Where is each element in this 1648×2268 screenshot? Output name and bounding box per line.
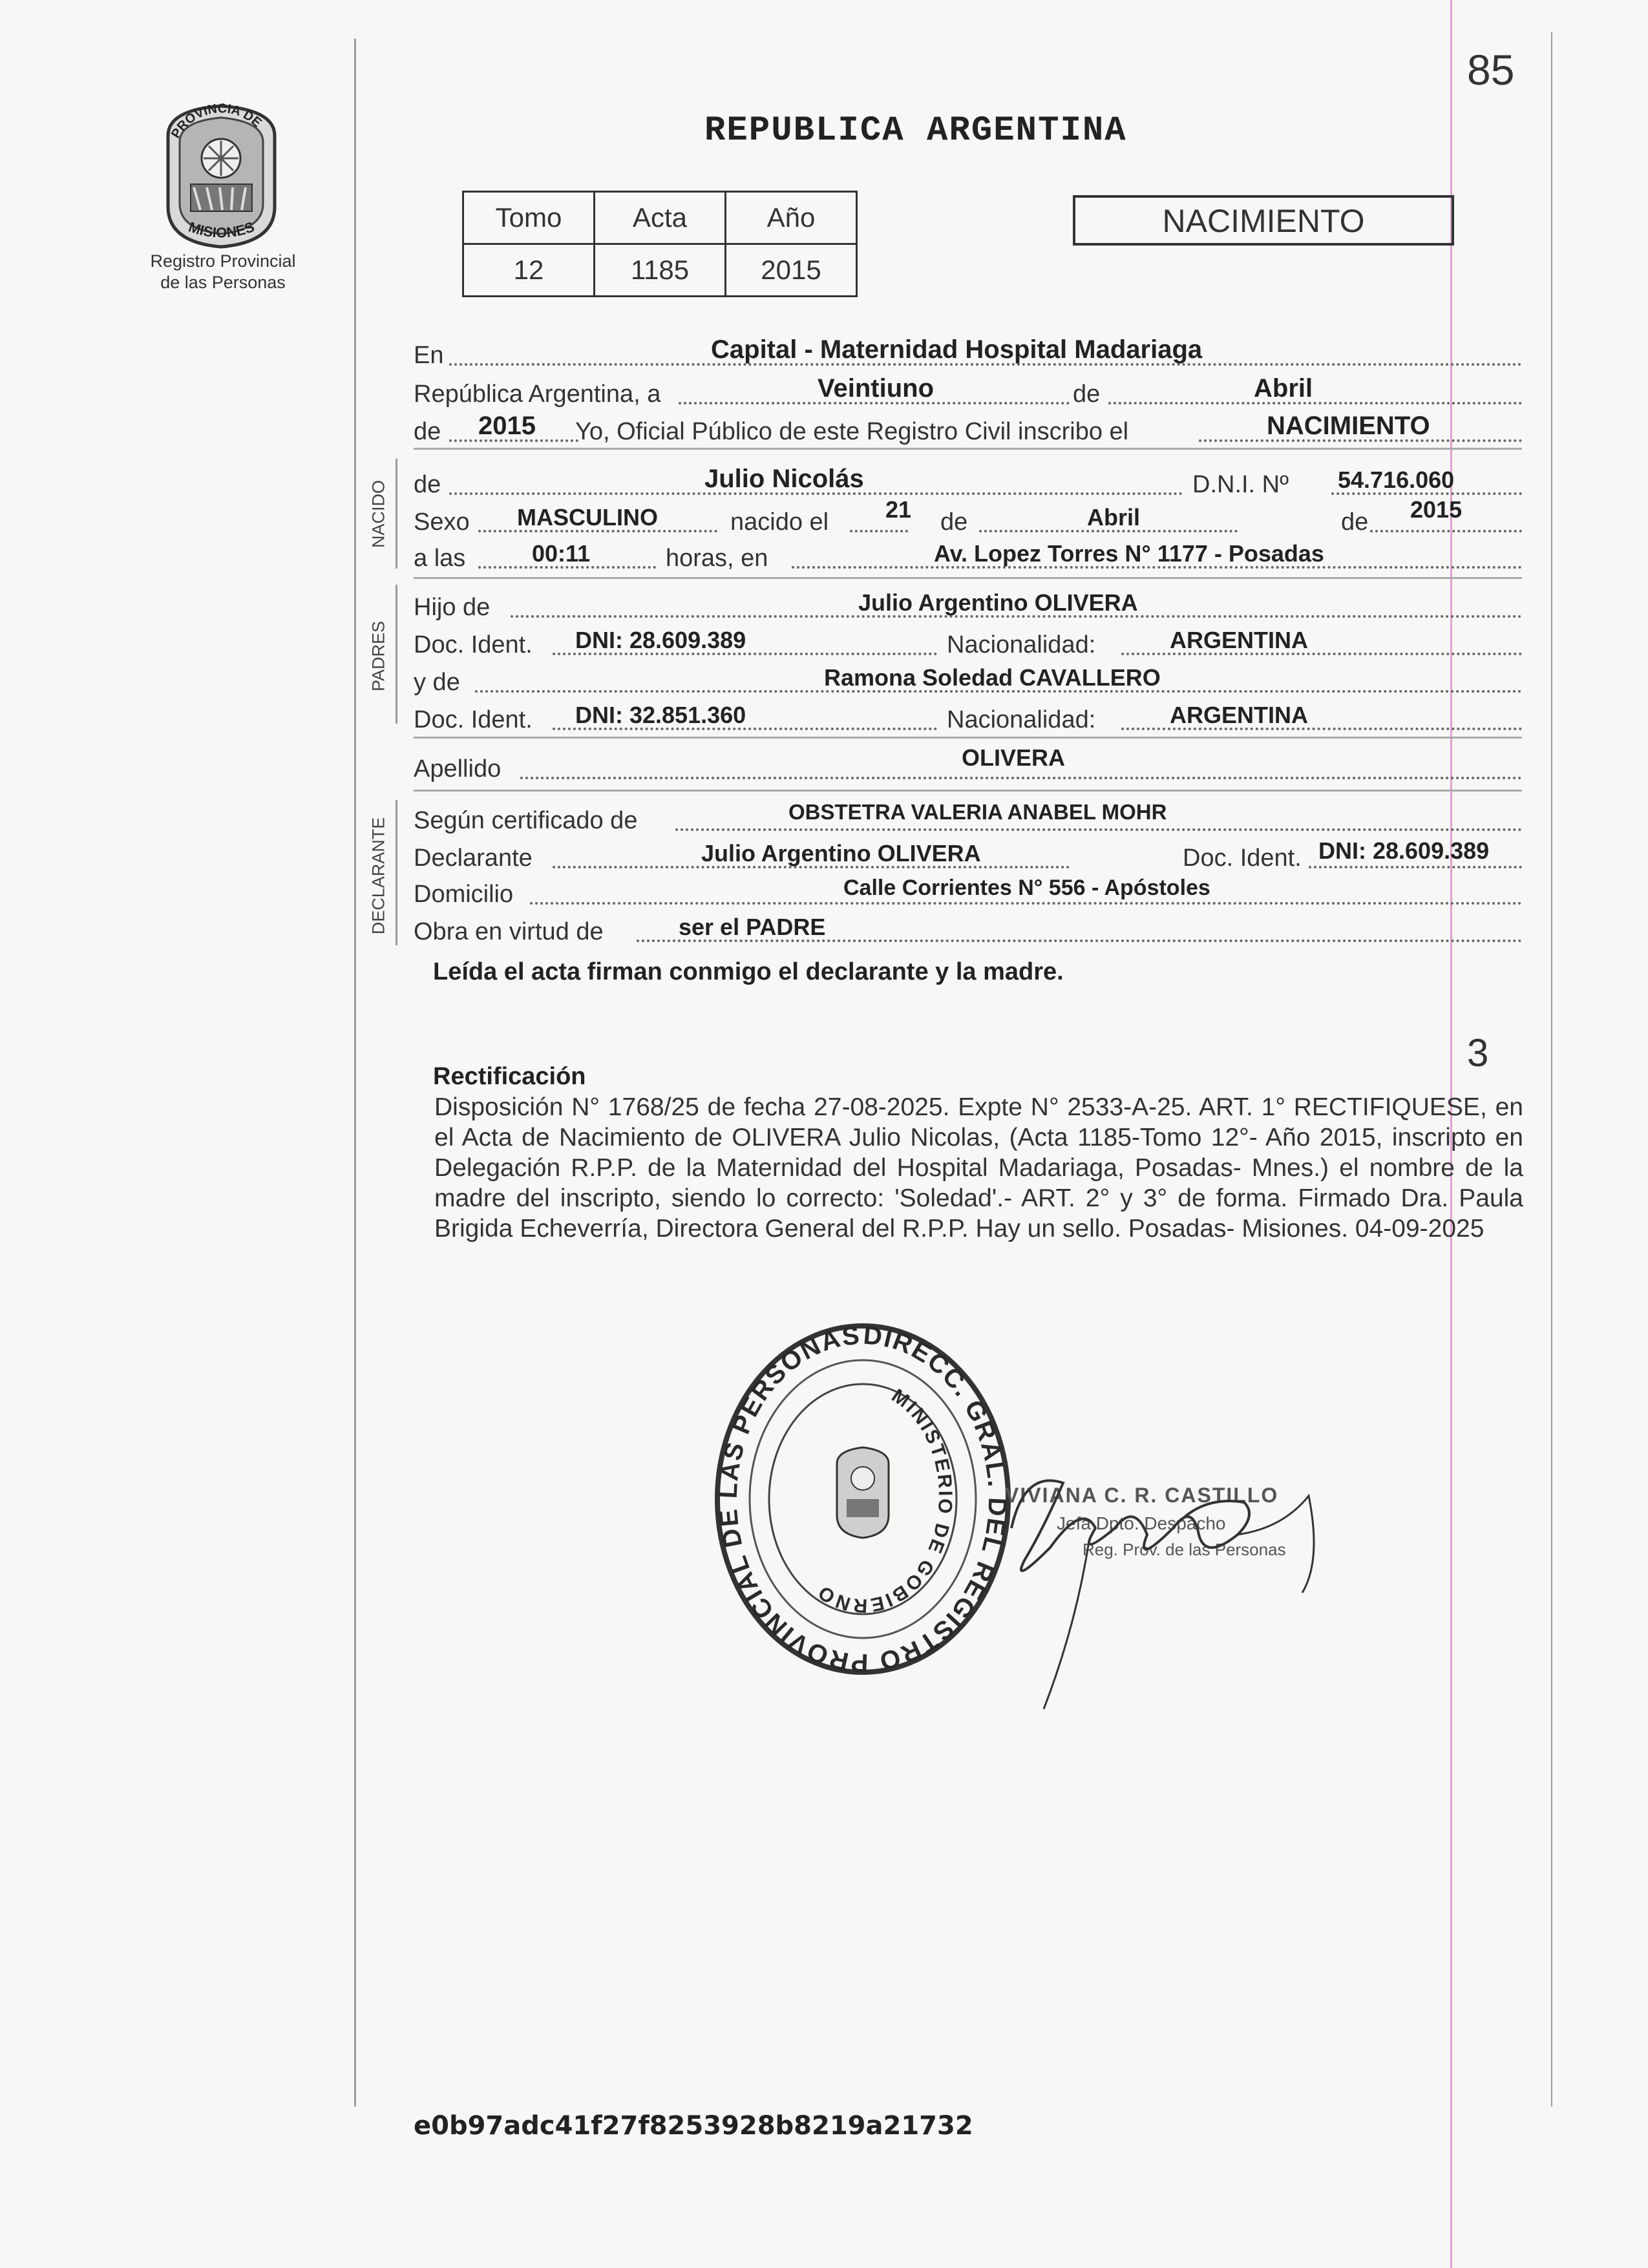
- svg-text:Jefa Dpto. Despacho: Jefa Dpto. Despacho: [1057, 1513, 1226, 1533]
- year-value: 2015: [478, 412, 536, 440]
- surname-value: OLIVERA: [962, 744, 1066, 771]
- nacido-row-name: [414, 465, 1522, 499]
- birth-month-value: Abril: [1087, 504, 1141, 530]
- misiones-emblem-logo: [155, 97, 288, 252]
- declarant-address-value: Calle Corrientes N° 556 - Apóstoles: [843, 876, 1210, 900]
- nacido-section-label: NACIDO: [368, 480, 388, 549]
- birth-address-value: Av. Lopez Torres N° 1177 - Posadas: [934, 540, 1324, 567]
- y-de-label: y de: [414, 669, 460, 696]
- svg-text:PROVINCIA DE: PROVINCIA DE: [168, 101, 264, 141]
- mother-doc-value: DNI: 32.851.360: [575, 702, 746, 728]
- dotted-line: [530, 902, 1522, 905]
- padres-section-label: PADRES: [368, 620, 388, 692]
- section-separator: [414, 790, 1522, 792]
- logo-caption-line2: de las Personas: [160, 273, 286, 292]
- table-header-tomo: Tomo: [463, 192, 595, 244]
- svg-text:VIVIANA C. R. CASTILLO: VIVIANA C. R. CASTILLO: [1005, 1484, 1279, 1507]
- section-separator: [414, 577, 1522, 579]
- apellido-label: Apellido: [414, 755, 502, 782]
- nacido-row-place: [414, 539, 1522, 572]
- birth-day-value: 21: [885, 496, 912, 523]
- dotted-line: [1309, 866, 1522, 868]
- de-label: de: [940, 509, 968, 536]
- record-reference-table: [462, 191, 858, 297]
- padres-row-father: [414, 588, 1522, 622]
- nacido-el-label: nacido el: [730, 509, 829, 536]
- document-hash: e0b97adc41f27f8253928b8219a21732: [414, 2111, 973, 2141]
- en-label: En: [414, 342, 444, 369]
- table-header-ano: Año: [726, 192, 857, 244]
- declarant-name-value: Julio Argentino OLIVERA: [701, 840, 981, 866]
- record-type-box: NACIMIENTO: [1073, 195, 1454, 246]
- dotted-line: [1108, 402, 1522, 404]
- rectification-text: Disposición N° 1768/25 de fecha 27-08-2025. Expte N° 2533-A-25. ART. 1° RECTIFIQUESE, en el Acta de Nacimiento de OLIVERA Julio Nicolas, (Acta 1185-Tomo 12°- Año 2015, inscripto en Delegación R.P.P. de la Maternidad del Hospital Madariaga, Posadas- Mnes.) el nombre de la madre del inscripto, siendo lo correcto: 'Soledad'.- ART. 2° y 3° de forma. Firmado Dra. Paula Brigida Echeverría, Directora General del R.P.P. Hay un sello. Posadas- Misiones. 04-09-2025: [434, 1093, 1523, 1243]
- intro-row-place: [414, 336, 1522, 370]
- declarante-row-certificate: [414, 801, 1522, 835]
- dotted-line: [675, 828, 1522, 831]
- right-margin-line: [1551, 32, 1552, 2106]
- logo-caption: [126, 251, 320, 293]
- doc-ident-label: Doc. Ident.: [1183, 845, 1302, 872]
- father-doc-value: DNI: 28.609.389: [575, 627, 746, 653]
- hijo-de-label: Hijo de: [414, 594, 491, 621]
- left-margin-line: [354, 39, 356, 2106]
- dotted-line: [1370, 530, 1522, 532]
- official-seal-stamp: [711, 1318, 1015, 1680]
- padres-row-mother: [414, 663, 1522, 697]
- section-separator: [414, 448, 1522, 450]
- segun-certificado-label: Según certificado de: [414, 807, 638, 834]
- doc-ident-label: Doc. Ident.: [414, 706, 533, 733]
- table-value-ano: 2015: [726, 244, 857, 297]
- svg-text:MINISTERIO DE GOBIERNO: MINISTERIO DE GOBIERNO: [813, 1385, 956, 1617]
- rectification-heading: Rectificación: [433, 1063, 586, 1090]
- padres-row-father-doc: [414, 625, 1522, 659]
- sexo-value: MASCULINO: [517, 504, 658, 530]
- domicilio-label: Domicilio: [414, 881, 514, 908]
- a-las-label: a las: [414, 545, 466, 572]
- mother-name-value: Ramona Soledad CAVALLERO: [824, 664, 1161, 691]
- intro-row-date: [414, 375, 1522, 408]
- de-label: de: [414, 418, 441, 445]
- dotted-line: [850, 530, 908, 532]
- reason-value: ser el PADRE: [679, 914, 826, 940]
- father-name-value: Julio Argentino OLIVERA: [858, 589, 1138, 616]
- nacionalidad-label: Nacionalidad:: [947, 706, 1096, 733]
- nacido-section-bar: [396, 459, 397, 569]
- dni-label: D.N.I. Nº: [1192, 471, 1289, 498]
- svg-text:MISIONES: MISIONES: [186, 218, 257, 241]
- declarante-section-label: DECLARANTE: [368, 817, 388, 935]
- birth-year-value: 2015: [1410, 496, 1463, 523]
- child-name-value: Julio Nicolás: [704, 465, 864, 493]
- day-words-value: Veintiuno: [818, 374, 934, 403]
- intro-row-official: [414, 412, 1522, 446]
- padres-row-mother-doc: [414, 700, 1522, 734]
- nacido-row-birth: [414, 496, 1522, 536]
- declarant-doc-value: DNI: 28.609.389: [1318, 837, 1490, 864]
- closing-statement: Leída el acta firman conmigo el declarante y la madre.: [433, 958, 1064, 985]
- event-value: NACIMIENTO: [1267, 412, 1430, 440]
- table-value-tomo: 12: [463, 244, 595, 297]
- svg-text:Reg. Prov. de las Personas: Reg. Prov. de las Personas: [1083, 1540, 1286, 1559]
- logo-caption-line1: Registro Provincial: [150, 251, 296, 271]
- svg-text:DIRECC. GRAL. DEL REGISTRO PRO: DIRECC. GRAL. DEL REGISTRO PROVINCIAL DE LAS PERSONAS: [713, 1321, 1012, 1677]
- table-header-acta: Acta: [595, 192, 726, 244]
- declarante-row-address: [414, 875, 1522, 908]
- de-label: de: [1341, 509, 1369, 536]
- obra-en-virtud-label: Obra en virtud de: [414, 918, 604, 945]
- table-value-acta: 1185: [595, 244, 726, 297]
- republic-label: República Argentina, a: [414, 381, 661, 408]
- mother-nationality-value: ARGENTINA: [1170, 702, 1308, 728]
- padres-section-bar: [396, 585, 397, 724]
- section-separator: [414, 737, 1522, 739]
- sexo-label: Sexo: [414, 509, 470, 536]
- doc-ident-label: Doc. Ident.: [414, 631, 533, 658]
- de-label: de: [1073, 381, 1101, 408]
- declarante-label: Declarante: [414, 845, 533, 872]
- birth-time-value: 00:11: [532, 540, 591, 567]
- dotted-line: [520, 777, 1522, 779]
- declarante-row-declarant: [414, 839, 1522, 872]
- father-nationality-value: ARGENTINA: [1170, 627, 1308, 653]
- declarante-row-reason: [414, 912, 1522, 946]
- child-dni-value: 54.716.060: [1338, 467, 1455, 493]
- apellido-row: [414, 744, 1522, 783]
- de-label: de: [414, 471, 441, 498]
- signature-and-name-stamp: [986, 1431, 1347, 1728]
- page-number: 85: [1467, 46, 1515, 94]
- official-text: Yo, Oficial Público de este Registro Civil inscribo el: [575, 418, 1129, 445]
- certificate-value: OBSTETRA VALERIA ANABEL MOHR: [788, 800, 1167, 824]
- correction-count: 3: [1467, 1031, 1489, 1075]
- nacionalidad-label: Nacionalidad:: [947, 631, 1096, 658]
- declarante-section-bar: [396, 800, 397, 945]
- horas-label: horas, en: [666, 545, 768, 572]
- country-title: REPUBLICA ARGENTINA: [704, 111, 1127, 151]
- place-value: Capital - Maternidad Hospital Madariaga: [711, 335, 1203, 364]
- month-value: Abril: [1254, 374, 1313, 403]
